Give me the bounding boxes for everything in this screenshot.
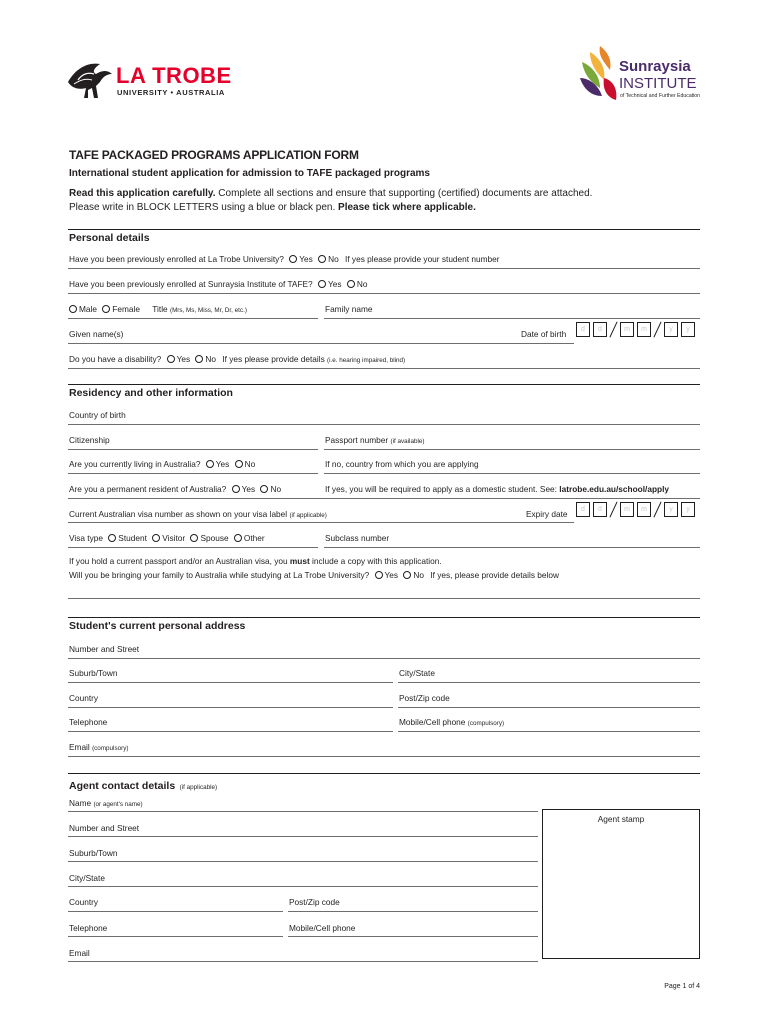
- agent-country-field[interactable]: [68, 911, 283, 912]
- male-radio[interactable]: [69, 305, 77, 313]
- street-field[interactable]: [68, 658, 700, 659]
- domestic-link[interactable]: latrobe.edu.au/school/apply: [559, 484, 670, 494]
- disability-yes-option[interactable]: [164, 355, 191, 363]
- eagle-icon: [66, 60, 114, 102]
- agent-mobile-field[interactable]: [288, 936, 538, 937]
- passport-note-must: must: [289, 556, 310, 566]
- agent-country-label: Country: [69, 897, 99, 907]
- living-row: [69, 460, 255, 468]
- latrobe-name: LA TROBE: [116, 63, 232, 88]
- family-name-label: Family name: [325, 304, 373, 314]
- expiry-year-2[interactable]: y: [681, 502, 695, 517]
- disability-yes-label: Yes: [176, 354, 191, 364]
- row-divider: [68, 473, 318, 474]
- dob-day-2[interactable]: d: [593, 322, 607, 337]
- permanent-yes-label: Yes: [241, 484, 256, 494]
- dob-month-1[interactable]: m: [620, 322, 634, 337]
- disability-hint: (i.e. hearing impaired, blind): [327, 357, 406, 364]
- visa-type-label: Visa type: [69, 533, 103, 543]
- domestic-note: [325, 485, 669, 493]
- expiry-boxes[interactable]: [576, 502, 698, 520]
- city-field[interactable]: [398, 682, 700, 683]
- expiry-month-1[interactable]: m: [620, 502, 634, 517]
- visa-number-label: Current Australian visa number as shown on your visa label: [69, 509, 288, 519]
- country-birth-label: Country of birth: [69, 410, 126, 420]
- citizenship-label: Citizenship: [69, 435, 110, 445]
- prev-latrobe-yes-radio[interactable]: [289, 255, 297, 263]
- sunraysia-sub: of Technical and Further Education: [620, 93, 701, 99]
- female-option[interactable]: [99, 305, 140, 313]
- gender-title-row: [66, 305, 247, 314]
- email-label: Email: [69, 742, 90, 752]
- mobile-row: [399, 718, 504, 727]
- address-title: Student's current personal address: [69, 620, 246, 632]
- residency-title: Residency and other information: [69, 387, 233, 399]
- passport-hint: (if available): [390, 438, 425, 445]
- permanent-question: Are you a permanent resident of Australia?: [69, 484, 227, 494]
- prev-sunraysia-yes-radio[interactable]: [318, 280, 326, 288]
- disability-no-label: No: [205, 354, 217, 364]
- country-field[interactable]: [68, 707, 393, 708]
- given-names-field[interactable]: [68, 343, 574, 344]
- family-row: [69, 571, 559, 579]
- email-row: [69, 743, 128, 752]
- visa-spouse-option[interactable]: [187, 534, 228, 542]
- prev-sunraysia-no-label: No: [356, 279, 368, 289]
- dob-label: Date of birth: [521, 329, 567, 339]
- family-yes-label: Yes: [384, 570, 399, 580]
- title-label: Title: [152, 304, 168, 314]
- form-title: TAFE PACKAGED PROGRAMS APPLICATION FORM: [69, 148, 359, 162]
- agent-title-hint: (if applicable): [179, 784, 218, 791]
- section-divider: [68, 229, 700, 230]
- citizenship-field[interactable]: [68, 449, 318, 450]
- passport-label: Passport number: [325, 435, 389, 445]
- personal-details-title: Personal details: [69, 232, 150, 244]
- living-yes-label: Yes: [215, 459, 230, 469]
- visa-number-row: [69, 510, 327, 519]
- agent-name-field[interactable]: [68, 811, 538, 812]
- family-details-label: If yes, please provide details below: [430, 570, 559, 580]
- expiry-day-1[interactable]: d: [576, 502, 590, 517]
- living-yes-radio[interactable]: [206, 460, 214, 468]
- disability-yes-radio[interactable]: [167, 355, 175, 363]
- country-label: Country: [69, 693, 99, 703]
- living-question: Are you currently living in Australia?: [69, 459, 201, 469]
- expiry-label: Expiry date: [526, 509, 568, 519]
- prev-latrobe-no-option[interactable]: [315, 255, 339, 263]
- agent-postcode-label: Post/Zip code: [289, 897, 340, 907]
- visa-other-option[interactable]: [231, 534, 265, 542]
- passport-row: [325, 436, 424, 445]
- agent-title: Agent contact details: [69, 780, 176, 792]
- visa-other-radio[interactable]: [234, 534, 242, 542]
- street-label: Number and Street: [69, 644, 140, 654]
- email-field[interactable]: [68, 756, 700, 757]
- living-yes-option[interactable]: [203, 460, 230, 468]
- agent-street-label: Number and Street: [69, 823, 140, 833]
- living-no-option[interactable]: [232, 460, 256, 468]
- email-hint: (compulsory): [92, 745, 129, 752]
- row-divider: [68, 293, 700, 294]
- permanent-no-option[interactable]: [257, 485, 281, 493]
- subclass-label: Subclass number: [325, 533, 390, 543]
- mobile-hint: (compulsory): [467, 720, 505, 727]
- row-divider: [68, 498, 700, 499]
- date-separator-icon: [610, 322, 618, 337]
- city-label: City/State: [399, 668, 435, 678]
- family-yes-option[interactable]: [372, 571, 399, 579]
- telephone-field[interactable]: [68, 731, 393, 732]
- visa-number-field[interactable]: [68, 522, 574, 523]
- living-no-radio[interactable]: [235, 460, 243, 468]
- prev-latrobe-yes-option[interactable]: [286, 255, 313, 263]
- agent-telephone-field[interactable]: [68, 936, 283, 937]
- student-number-label: If yes please provide your student number: [345, 254, 500, 264]
- dob-day-1[interactable]: d: [576, 322, 590, 337]
- passport-note: [69, 557, 442, 565]
- dob-year-2[interactable]: y: [681, 322, 695, 337]
- agent-title-row: [69, 776, 217, 794]
- country-applying-label: If no, country from which you are applying: [325, 459, 479, 469]
- disability-details-label: If yes please provide details: [222, 354, 325, 364]
- title-hint: (Mrs, Ms, Miss, Mr, Dr, etc.): [169, 307, 247, 314]
- visa-number-hint: (if applicable): [289, 512, 327, 519]
- visa-visitor-radio[interactable]: [152, 534, 160, 542]
- passport-field[interactable]: [324, 449, 700, 450]
- agent-email-field[interactable]: [68, 961, 538, 962]
- instructions-text-1: Complete all sections and ensure that supporting (certified) documents are attached.: [215, 188, 593, 199]
- dob-boxes[interactable]: [576, 322, 698, 340]
- male-label: Male: [79, 304, 97, 314]
- visa-visitor-option[interactable]: [149, 534, 185, 542]
- latrobe-logo: [66, 60, 246, 102]
- country-applying-field[interactable]: [324, 473, 700, 474]
- suburb-label: Suburb/Town: [69, 668, 118, 678]
- country-birth-field[interactable]: [68, 424, 700, 425]
- expiry-day-2[interactable]: d: [593, 502, 607, 517]
- expiry-year-1[interactable]: y: [664, 502, 678, 517]
- suburb-field[interactable]: [68, 682, 393, 683]
- domestic-text: If yes, you will be required to apply as a domestic student. See:: [325, 484, 560, 494]
- passport-note-a: If you hold a current passport and/or an Australian visa, you: [69, 556, 290, 566]
- prev-sunraysia-question: Have you been previously enrolled at Sunraysia Institute of TAFE?: [69, 279, 313, 289]
- agent-postcode-field[interactable]: [288, 911, 538, 912]
- family-yes-radio[interactable]: [375, 571, 383, 579]
- prev-latrobe-yes-label: Yes: [299, 254, 313, 264]
- date-separator-icon: [654, 322, 662, 337]
- disability-details-field[interactable]: [68, 368, 700, 369]
- date-separator-icon: [654, 502, 662, 517]
- visa-student-radio[interactable]: [108, 534, 116, 542]
- agent-name-hint: (or agent's name): [93, 801, 143, 808]
- prev-latrobe-question: Have you been previously enrolled at La Trobe University?: [69, 254, 284, 264]
- section-divider: [68, 773, 700, 774]
- agent-stamp-box[interactable]: [542, 809, 700, 959]
- living-no-label: No: [244, 459, 256, 469]
- instructions-line-2: [69, 202, 476, 213]
- instructions-bold-2: Please tick where applicable.: [338, 202, 476, 213]
- prev-sunraysia-row: [69, 280, 367, 288]
- agent-name-label: Name: [69, 798, 92, 808]
- row-divider: [68, 547, 318, 548]
- disability-no-option[interactable]: [192, 355, 216, 363]
- permanent-no-label: No: [270, 484, 282, 494]
- page-number: Page 1 of 4: [664, 983, 700, 990]
- female-label: Female: [112, 304, 140, 314]
- agent-suburb-label: Suburb/Town: [69, 848, 118, 858]
- latrobe-sub: UNIVERSITY • AUSTRALIA: [117, 88, 225, 97]
- passport-note-b: include a copy with this application.: [309, 556, 442, 566]
- prev-latrobe-row: [69, 255, 500, 263]
- form-subtitle: International student application for admission to TAFE packaged programs: [69, 168, 430, 179]
- female-radio[interactable]: [102, 305, 110, 313]
- subclass-field[interactable]: [324, 547, 700, 548]
- agent-city-field[interactable]: [68, 886, 538, 887]
- given-names-label: Given name(s): [69, 329, 124, 339]
- family-no-label: No: [413, 570, 424, 580]
- agent-suburb-field[interactable]: [68, 861, 538, 862]
- family-no-option[interactable]: [400, 571, 424, 579]
- visa-type-row: [69, 534, 265, 542]
- visa-spouse-label: Spouse: [200, 533, 229, 543]
- agent-email-label: Email: [69, 948, 90, 958]
- instructions-text-2: Please write in BLOCK LETTERS using a blue or black pen.: [69, 202, 339, 213]
- expiry-month-2[interactable]: m: [637, 502, 651, 517]
- section-divider: [68, 384, 700, 385]
- prev-latrobe-no-label: No: [328, 254, 339, 264]
- male-option[interactable]: [66, 305, 97, 313]
- agent-telephone-label: Telephone: [69, 923, 108, 933]
- family-no-radio[interactable]: [403, 571, 411, 579]
- disability-no-radio[interactable]: [195, 355, 203, 363]
- instructions-bold-1: Read this application carefully.: [69, 188, 216, 199]
- dob-year-1[interactable]: y: [664, 322, 678, 337]
- visa-student-label: Student: [118, 533, 147, 543]
- date-separator-icon: [610, 502, 618, 517]
- family-name-field[interactable]: [324, 318, 700, 319]
- section-divider: [68, 617, 700, 618]
- prev-sunraysia-yes-label: Yes: [327, 279, 342, 289]
- prev-latrobe-no-radio[interactable]: [318, 255, 326, 263]
- telephone-label: Telephone: [69, 717, 108, 727]
- agent-mobile-label: Mobile/Cell phone: [289, 923, 356, 933]
- dob-month-2[interactable]: m: [637, 322, 651, 337]
- agent-city-label: City/State: [69, 873, 105, 883]
- instructions-line-1: [69, 188, 592, 199]
- prev-sunraysia-no-option[interactable]: [344, 280, 368, 288]
- student-number-field[interactable]: [68, 268, 700, 269]
- disability-row: [69, 355, 405, 364]
- permanent-yes-option[interactable]: [229, 485, 256, 493]
- postcode-field[interactable]: [398, 707, 700, 708]
- mobile-label: Mobile/Cell phone: [399, 717, 466, 727]
- sunraysia-logo: [578, 44, 708, 108]
- prev-sunraysia-no-radio[interactable]: [347, 280, 355, 288]
- permanent-row: [69, 485, 281, 493]
- permanent-yes-radio[interactable]: [232, 485, 240, 493]
- agent-name-row: [69, 799, 143, 808]
- mobile-field[interactable]: [398, 731, 700, 732]
- sunraysia-institute: INSTITUTE: [619, 75, 697, 92]
- prev-sunraysia-yes-option[interactable]: [315, 280, 342, 288]
- agent-street-field[interactable]: [68, 836, 538, 837]
- title-field[interactable]: [68, 318, 318, 319]
- visa-visitor-label: Visitor: [162, 533, 186, 543]
- family-details-field[interactable]: [68, 598, 700, 599]
- sunraysia-flame-icon: [578, 44, 620, 104]
- permanent-no-radio[interactable]: [260, 485, 268, 493]
- agent-stamp-label: Agent stamp: [597, 814, 645, 824]
- postcode-label: Post/Zip code: [399, 693, 450, 703]
- sunraysia-name: Sunraysia: [619, 58, 691, 75]
- visa-other-label: Other: [243, 533, 265, 543]
- family-question: Will you be bringing your family to Australia while studying at La Trobe University?: [69, 570, 370, 580]
- visa-student-option[interactable]: [105, 534, 147, 542]
- visa-spouse-radio[interactable]: [190, 534, 198, 542]
- disability-question: Do you have a disability?: [69, 354, 162, 364]
